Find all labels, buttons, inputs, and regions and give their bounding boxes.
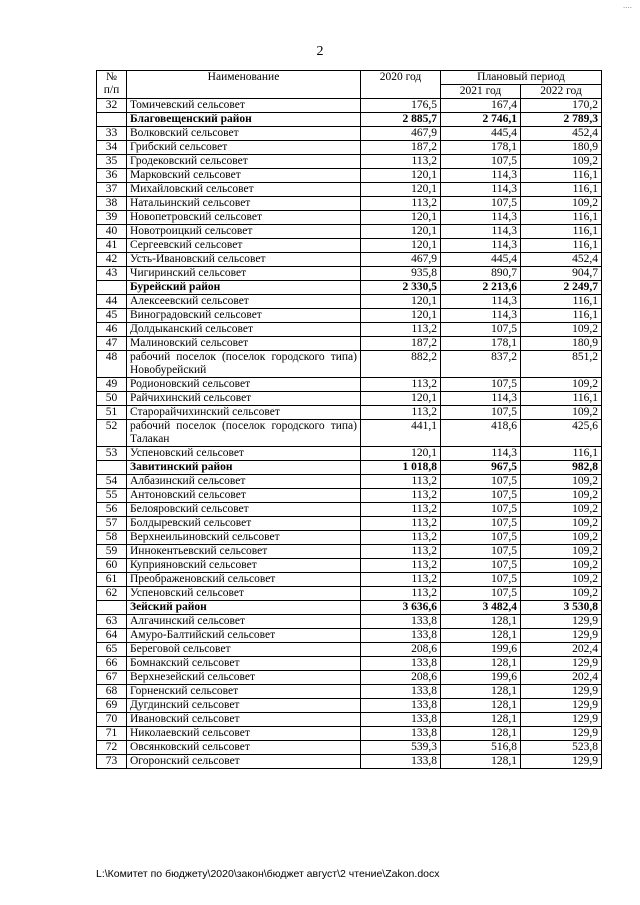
table-row — [97, 420, 602, 447]
header-plan-period: Плановый период — [441, 71, 602, 85]
row-name: Болдыревский сельсовет — [127, 517, 361, 531]
row-value-2022: 129,9 — [521, 615, 602, 629]
row-value-2022: 3 530,8 — [521, 601, 602, 615]
row-value-2021: 3 482,4 — [441, 601, 521, 615]
row-number: 32 — [97, 99, 127, 113]
row-value-2022: 109,2 — [521, 517, 602, 531]
row-value-2022: 116,1 — [521, 225, 602, 239]
row-value-2021: 967,5 — [441, 461, 521, 475]
table-row — [97, 531, 602, 545]
row-name: Марковский сельсовет — [127, 169, 361, 183]
row-name: Бомнакский сельсовет — [127, 657, 361, 671]
row-value-2021: 199,6 — [441, 643, 521, 657]
row-name: Алгачинский сельсовет — [127, 615, 361, 629]
row-value-2020: 441,1 — [361, 420, 441, 447]
row-value-2022: 180,9 — [521, 337, 602, 351]
row-number: 62 — [97, 587, 127, 601]
table-row — [97, 267, 602, 281]
row-value-2022: 982,8 — [521, 461, 602, 475]
district-total-row — [97, 281, 602, 295]
row-value-2022: 116,1 — [521, 211, 602, 225]
row-number: 52 — [97, 420, 127, 447]
row-name: Николаевский сельсовет — [127, 727, 361, 741]
row-value-2021: 114,3 — [441, 295, 521, 309]
row-value-2022: 129,9 — [521, 727, 602, 741]
row-name: Усть-Ивановский сельсовет — [127, 253, 361, 267]
row-value-2022: 109,2 — [521, 323, 602, 337]
table-row — [97, 127, 602, 141]
row-value-2022: 116,1 — [521, 447, 602, 461]
row-name: Верхнезейский сельсовет — [127, 671, 361, 685]
row-value-2020: 113,2 — [361, 587, 441, 601]
row-value-2020: 113,2 — [361, 573, 441, 587]
row-value-2021: 114,3 — [441, 392, 521, 406]
row-value-2022: 109,2 — [521, 489, 602, 503]
table-row — [97, 211, 602, 225]
row-value-2022: 129,9 — [521, 755, 602, 769]
row-name: рабочий поселок (поселок городского типа) Новобурейский — [127, 351, 361, 378]
row-value-2022: 109,2 — [521, 503, 602, 517]
row-number: 35 — [97, 155, 127, 169]
row-name: Бурейский район — [127, 281, 361, 295]
row-value-2021: 178,1 — [441, 141, 521, 155]
row-value-2020: 120,1 — [361, 169, 441, 183]
table-row — [97, 629, 602, 643]
row-value-2020: 133,8 — [361, 713, 441, 727]
table-row — [97, 406, 602, 420]
table-row — [97, 503, 602, 517]
row-name: Виноградовский сельсовет — [127, 309, 361, 323]
table-row — [97, 727, 602, 741]
row-value-2020: 120,1 — [361, 447, 441, 461]
table-header — [97, 71, 602, 99]
row-value-2021: 107,5 — [441, 489, 521, 503]
row-value-2020: 113,2 — [361, 323, 441, 337]
row-value-2022: 202,4 — [521, 671, 602, 685]
row-name: Натальинский сельсовет — [127, 197, 361, 211]
row-number: 51 — [97, 406, 127, 420]
row-name: Амуро-Балтийский сельсовет — [127, 629, 361, 643]
row-value-2020: 539,3 — [361, 741, 441, 755]
table-row — [97, 295, 602, 309]
file-path-footer: L:\Комитет по бюджету\2020\закон\бюджет август\2 чтение\Zakon.docx — [96, 868, 440, 880]
table-row — [97, 713, 602, 727]
row-name: Преображеновский сельсовет — [127, 573, 361, 587]
row-name: Малиновский сельсовет — [127, 337, 361, 351]
row-value-2020: 133,8 — [361, 755, 441, 769]
row-value-2022: 129,9 — [521, 657, 602, 671]
row-value-2020: 133,8 — [361, 699, 441, 713]
row-number: 43 — [97, 267, 127, 281]
row-number: 70 — [97, 713, 127, 727]
row-value-2022: 109,2 — [521, 559, 602, 573]
row-value-2020: 120,1 — [361, 392, 441, 406]
row-value-2022: 109,2 — [521, 475, 602, 489]
row-value-2021: 107,5 — [441, 197, 521, 211]
row-number — [97, 281, 127, 295]
row-name: рабочий поселок (поселок городского типа) Талакан — [127, 420, 361, 447]
row-name: Райчихинский сельсовет — [127, 392, 361, 406]
row-value-2021: 178,1 — [441, 337, 521, 351]
row-value-2021: 107,5 — [441, 559, 521, 573]
row-name: Иннокентьевский сельсовет — [127, 545, 361, 559]
table-row — [97, 141, 602, 155]
row-value-2022: 109,2 — [521, 155, 602, 169]
row-number: 47 — [97, 337, 127, 351]
row-value-2021: 114,3 — [441, 183, 521, 197]
header-name: Наименование — [127, 71, 361, 99]
row-name: Благовещенский район — [127, 113, 361, 127]
row-value-2020: 208,6 — [361, 643, 441, 657]
row-value-2020: 467,9 — [361, 127, 441, 141]
row-value-2022: 2 789,3 — [521, 113, 602, 127]
row-value-2020: 113,2 — [361, 545, 441, 559]
row-value-2020: 113,2 — [361, 197, 441, 211]
row-name: Береговой сельсовет — [127, 643, 361, 657]
row-name: Чигиринский сельсовет — [127, 267, 361, 281]
row-name: Овсянковский сельсовет — [127, 741, 361, 755]
table-row — [97, 517, 602, 531]
row-number: 38 — [97, 197, 127, 211]
table-row — [97, 253, 602, 267]
table-row — [97, 323, 602, 337]
row-value-2022: 129,9 — [521, 629, 602, 643]
row-name: Куприяновский сельсовет — [127, 559, 361, 573]
row-number: 42 — [97, 253, 127, 267]
row-name: Старорайчихинский сельсовет — [127, 406, 361, 420]
table-row — [97, 155, 602, 169]
row-value-2021: 890,7 — [441, 267, 521, 281]
row-value-2022: 129,9 — [521, 713, 602, 727]
row-number: 64 — [97, 629, 127, 643]
row-value-2022: 425,6 — [521, 420, 602, 447]
header-num-symbol: № — [106, 71, 117, 83]
row-value-2020: 113,2 — [361, 489, 441, 503]
row-value-2022: 116,1 — [521, 183, 602, 197]
row-value-2020: 176,5 — [361, 99, 441, 113]
row-value-2021: 114,3 — [441, 169, 521, 183]
row-value-2022: 109,2 — [521, 573, 602, 587]
row-number: 41 — [97, 239, 127, 253]
row-name: Грибский сельсовет — [127, 141, 361, 155]
row-value-2022: 116,1 — [521, 169, 602, 183]
row-value-2020: 113,2 — [361, 531, 441, 545]
row-value-2022: 109,2 — [521, 587, 602, 601]
row-name: Завитинский район — [127, 461, 361, 475]
row-number: 72 — [97, 741, 127, 755]
table-row — [97, 309, 602, 323]
header-year-2022: 2022 год — [521, 85, 602, 99]
row-number: 68 — [97, 685, 127, 699]
table-row — [97, 685, 602, 699]
row-number: 60 — [97, 559, 127, 573]
table-row — [97, 392, 602, 406]
row-value-2021: 114,3 — [441, 447, 521, 461]
row-value-2020: 113,2 — [361, 517, 441, 531]
row-value-2022: 116,1 — [521, 295, 602, 309]
district-total-row — [97, 113, 602, 127]
page-number: 2 — [316, 44, 324, 59]
table-row — [97, 239, 602, 253]
row-value-2022: 116,1 — [521, 309, 602, 323]
row-value-2020: 882,2 — [361, 351, 441, 378]
row-value-2020: 133,8 — [361, 657, 441, 671]
row-number: 45 — [97, 309, 127, 323]
row-number: 54 — [97, 475, 127, 489]
row-value-2020: 133,8 — [361, 727, 441, 741]
row-value-2022: 904,7 — [521, 267, 602, 281]
row-value-2022: 129,9 — [521, 685, 602, 699]
table-row — [97, 559, 602, 573]
district-total-row — [97, 601, 602, 615]
row-value-2022: 202,4 — [521, 643, 602, 657]
row-value-2020: 113,2 — [361, 406, 441, 420]
table-row — [97, 657, 602, 671]
row-value-2021: 837,2 — [441, 351, 521, 378]
row-value-2022: 170,2 — [521, 99, 602, 113]
row-number: 66 — [97, 657, 127, 671]
row-name: Горненский сельсовет — [127, 685, 361, 699]
row-number: 34 — [97, 141, 127, 155]
header-year-2021: 2021 год — [441, 85, 521, 99]
table-row — [97, 99, 602, 113]
row-value-2022: 109,2 — [521, 406, 602, 420]
row-value-2021: 107,5 — [441, 323, 521, 337]
table-row — [97, 183, 602, 197]
district-total-row — [97, 461, 602, 475]
row-value-2020: 2 885,7 — [361, 113, 441, 127]
row-value-2022: 109,2 — [521, 531, 602, 545]
row-value-2020: 113,2 — [361, 503, 441, 517]
row-value-2021: 114,3 — [441, 225, 521, 239]
row-value-2021: 445,4 — [441, 127, 521, 141]
row-name: Сергеевский сельсовет — [127, 239, 361, 253]
row-name: Новотроицкий сельсовет — [127, 225, 361, 239]
row-name: Успеновский сельсовет — [127, 447, 361, 461]
row-value-2021: 128,1 — [441, 615, 521, 629]
table-row — [97, 197, 602, 211]
table-row — [97, 378, 602, 392]
row-value-2022: 180,9 — [521, 141, 602, 155]
row-name: Антоновский сельсовет — [127, 489, 361, 503]
row-number: 57 — [97, 517, 127, 531]
row-value-2022: 452,4 — [521, 253, 602, 267]
row-value-2021: 107,5 — [441, 475, 521, 489]
table-row — [97, 351, 602, 378]
row-number: 39 — [97, 211, 127, 225]
row-value-2021: 128,1 — [441, 657, 521, 671]
row-name: Верхнеильиновский сельсовет — [127, 531, 361, 545]
table-row — [97, 755, 602, 769]
row-name: Гродековский сельсовет — [127, 155, 361, 169]
row-value-2021: 107,5 — [441, 155, 521, 169]
row-name: Алексеевский сельсовет — [127, 295, 361, 309]
row-value-2022: 116,1 — [521, 392, 602, 406]
row-number: 61 — [97, 573, 127, 587]
row-value-2021: 128,1 — [441, 699, 521, 713]
row-value-2022: 109,2 — [521, 545, 602, 559]
row-value-2020: 113,2 — [361, 475, 441, 489]
table-row — [97, 545, 602, 559]
table-row — [97, 475, 602, 489]
row-number: 37 — [97, 183, 127, 197]
row-number: 46 — [97, 323, 127, 337]
row-value-2022: 452,4 — [521, 127, 602, 141]
row-value-2020: 113,2 — [361, 559, 441, 573]
table-row — [97, 699, 602, 713]
row-value-2020: 120,1 — [361, 211, 441, 225]
table-row — [97, 337, 602, 351]
row-number: 69 — [97, 699, 127, 713]
table-row — [97, 225, 602, 239]
row-value-2021: 199,6 — [441, 671, 521, 685]
row-value-2022: 109,2 — [521, 378, 602, 392]
row-number — [97, 461, 127, 475]
row-value-2021: 128,1 — [441, 713, 521, 727]
row-number: 67 — [97, 671, 127, 685]
row-name: Белояровский сельсовет — [127, 503, 361, 517]
row-value-2021: 128,1 — [441, 755, 521, 769]
row-number: 44 — [97, 295, 127, 309]
row-value-2020: 133,8 — [361, 629, 441, 643]
row-value-2020: 935,8 — [361, 267, 441, 281]
row-value-2021: 114,3 — [441, 309, 521, 323]
row-value-2020: 120,1 — [361, 239, 441, 253]
row-name: Албазинский сельсовет — [127, 475, 361, 489]
row-name: Волковский сельсовет — [127, 127, 361, 141]
row-value-2021: 516,8 — [441, 741, 521, 755]
row-value-2020: 120,1 — [361, 295, 441, 309]
table-body — [97, 99, 602, 769]
row-value-2022: 109,2 — [521, 197, 602, 211]
row-value-2021: 107,5 — [441, 545, 521, 559]
row-value-2021: 114,3 — [441, 239, 521, 253]
row-name: Ивановский сельсовет — [127, 713, 361, 727]
row-number: 73 — [97, 755, 127, 769]
row-name: Огоронский сельсовет — [127, 755, 361, 769]
row-value-2020: 120,1 — [361, 183, 441, 197]
row-value-2021: 2 746,1 — [441, 113, 521, 127]
row-value-2020: 1 018,8 — [361, 461, 441, 475]
row-name: Зейский район — [127, 601, 361, 615]
row-value-2020: 133,8 — [361, 615, 441, 629]
row-value-2020: 133,8 — [361, 685, 441, 699]
row-number: 33 — [97, 127, 127, 141]
table-row — [97, 615, 602, 629]
row-name: Новопетровский сельсовет — [127, 211, 361, 225]
row-name: Долдыканский сельсовет — [127, 323, 361, 337]
row-number: 56 — [97, 503, 127, 517]
table-row — [97, 741, 602, 755]
table-row — [97, 573, 602, 587]
row-name: Томичевский сельсовет — [127, 99, 361, 113]
table-row — [97, 447, 602, 461]
row-value-2021: 107,5 — [441, 587, 521, 601]
header-num-label: п/п — [103, 84, 120, 96]
row-value-2021: 107,5 — [441, 573, 521, 587]
row-value-2021: 107,5 — [441, 531, 521, 545]
row-value-2020: 467,9 — [361, 253, 441, 267]
row-value-2022: 129,9 — [521, 699, 602, 713]
row-number: 49 — [97, 378, 127, 392]
row-number: 59 — [97, 545, 127, 559]
row-number — [97, 601, 127, 615]
table-row — [97, 643, 602, 657]
row-value-2022: 851,2 — [521, 351, 602, 378]
table-row — [97, 671, 602, 685]
row-value-2021: 107,5 — [441, 378, 521, 392]
row-value-2022: 2 249,7 — [521, 281, 602, 295]
row-value-2021: 114,3 — [441, 211, 521, 225]
row-number — [97, 113, 127, 127]
row-value-2021: 128,1 — [441, 629, 521, 643]
row-name: Михайловский сельсовет — [127, 183, 361, 197]
row-value-2021: 128,1 — [441, 685, 521, 699]
row-number: 50 — [97, 392, 127, 406]
row-number: 40 — [97, 225, 127, 239]
row-value-2022: 116,1 — [521, 239, 602, 253]
row-number: 71 — [97, 727, 127, 741]
row-value-2020: 3 636,6 — [361, 601, 441, 615]
row-number: 48 — [97, 351, 127, 378]
table-row — [97, 169, 602, 183]
row-name: Родионовский сельсовет — [127, 378, 361, 392]
table-row — [97, 587, 602, 601]
row-value-2021: 418,6 — [441, 420, 521, 447]
row-number: 65 — [97, 643, 127, 657]
budget-table — [96, 70, 602, 769]
row-value-2020: 120,1 — [361, 225, 441, 239]
row-number: 55 — [97, 489, 127, 503]
row-name: Дугдинский сельсовет — [127, 699, 361, 713]
row-value-2020: 113,2 — [361, 155, 441, 169]
row-value-2021: 107,5 — [441, 503, 521, 517]
row-number: 58 — [97, 531, 127, 545]
row-value-2021: 2 213,6 — [441, 281, 521, 295]
row-value-2021: 107,5 — [441, 406, 521, 420]
row-value-2020: 113,2 — [361, 378, 441, 392]
row-value-2020: 120,1 — [361, 309, 441, 323]
row-value-2022: 523,8 — [521, 741, 602, 755]
table-row — [97, 489, 602, 503]
row-value-2020: 2 330,5 — [361, 281, 441, 295]
row-value-2021: 167,4 — [441, 99, 521, 113]
row-number: 53 — [97, 447, 127, 461]
header-year-2020: 2020 год — [361, 71, 441, 99]
row-value-2021: 107,5 — [441, 517, 521, 531]
corner-mark: .... — [623, 0, 632, 10]
header-num — [97, 71, 127, 99]
row-value-2020: 208,6 — [361, 671, 441, 685]
row-value-2020: 187,2 — [361, 141, 441, 155]
row-value-2021: 128,1 — [441, 727, 521, 741]
row-name: Успеновский сельсовет — [127, 587, 361, 601]
row-value-2021: 445,4 — [441, 253, 521, 267]
row-number: 36 — [97, 169, 127, 183]
row-number: 63 — [97, 615, 127, 629]
row-value-2020: 187,2 — [361, 337, 441, 351]
